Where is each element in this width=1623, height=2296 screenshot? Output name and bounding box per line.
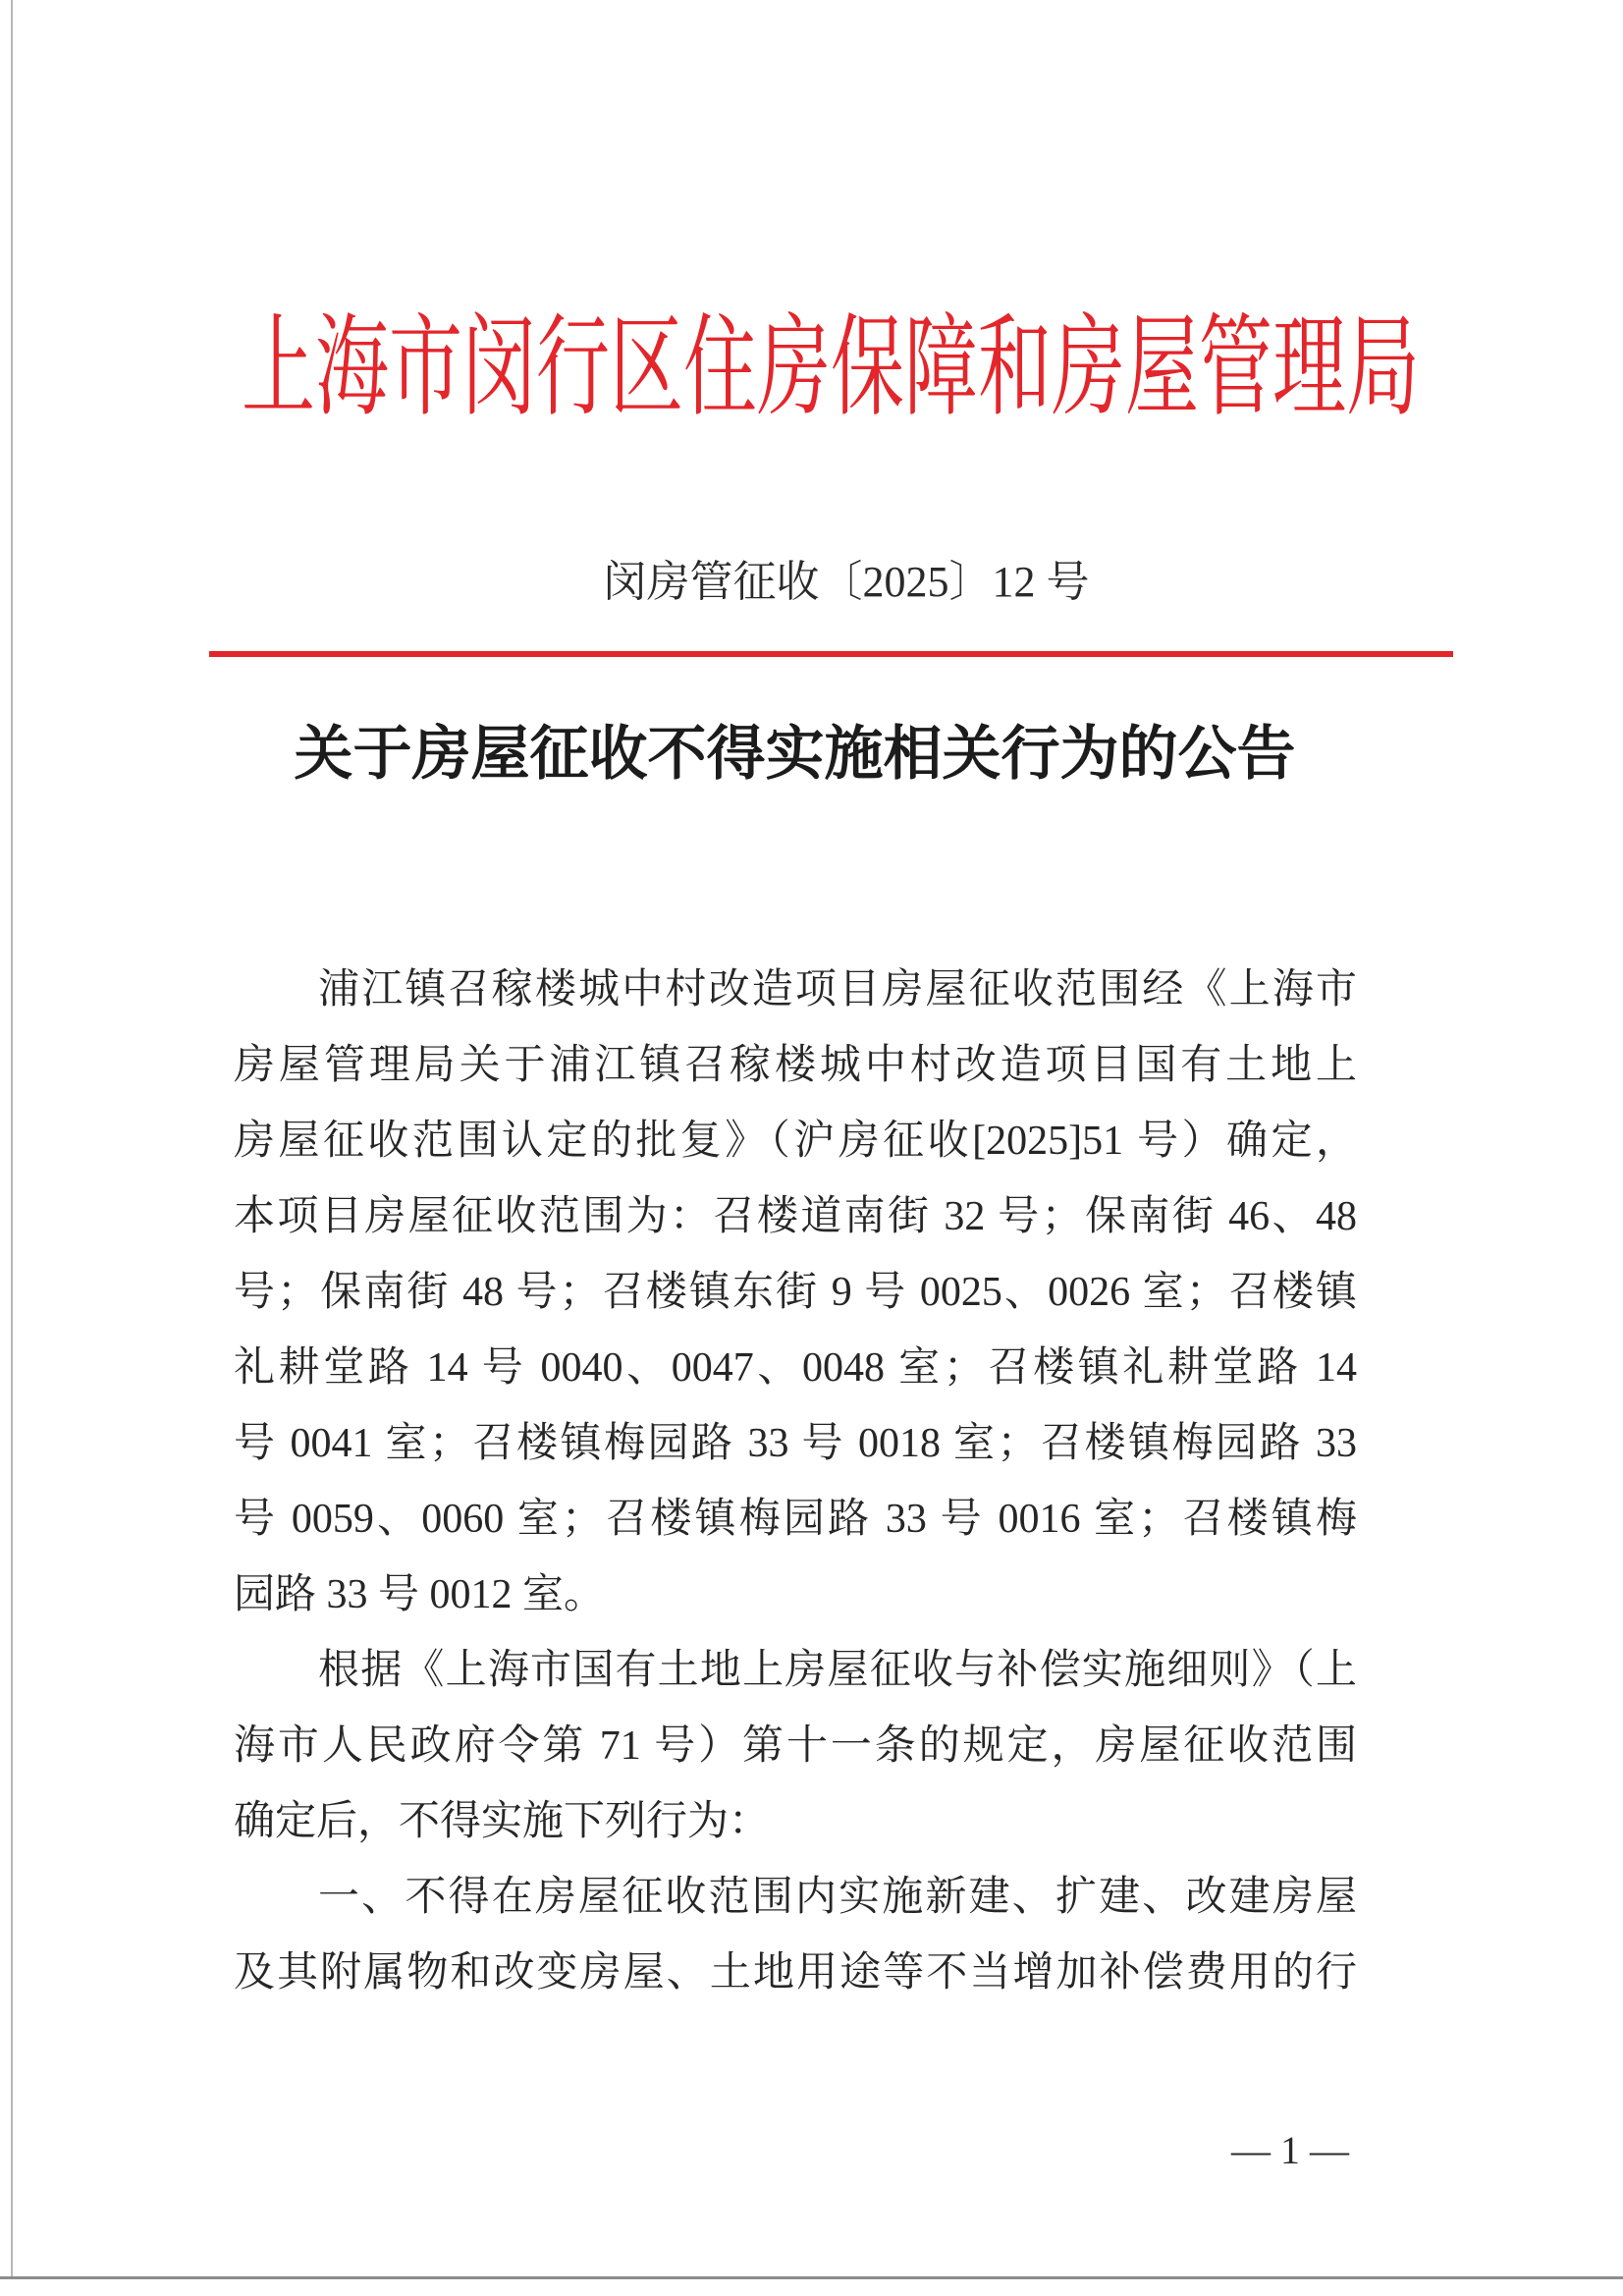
notice-body [234,953,1357,2011]
body-line: 房屋征收范围认定的批复》（沪房征收[2025]51 号）确定， [234,1119,1357,1164]
paragraph-legal-basis [234,1633,1357,1860]
body-line: 及其附属物和改变房屋、土地用途等不当增加补偿费用的行 [234,1950,1357,1995]
body-line: 号；保南街 48 号；召楼镇东街 9 号 0025、0026 室；召楼镇 [234,1270,1357,1315]
body-line: 本项目房屋征收范围为：召楼道南街 32 号；保南街 46、48 [234,1194,1357,1239]
scan-edge-bottom [0,2276,1623,2279]
red-separator-line [209,651,1453,657]
body-line: 一、不得在房屋征收范围内实施新建、扩建、改建房屋 [318,1875,1357,1920]
body-line: 根据《上海市国有土地上房屋征收与补偿实施细则》（上 [318,1648,1357,1693]
paragraph-prohibited-item-1 [234,1860,1357,2011]
body-line: 海市人民政府令第 71 号）第十一条的规定，房屋征收范围 [234,1723,1357,1769]
agency-name: 上海市闵行区住房保障和房屋管理局 [242,301,1421,432]
body-line: 房屋管理局关于浦江镇召稼楼城中村改造项目国有土地上 [234,1043,1357,1088]
issuing-agency-header [242,301,1421,432]
body-line: 确定后，不得实施下列行为： [234,1799,771,1844]
body-line: 号 0059、0060 室；召楼镇梅园路 33 号 0016 室；召楼镇梅 [234,1497,1357,1542]
page-number: — 1 — [1231,2128,1349,2172]
document-number: 闵房管征收〔2025〕12 号 [603,558,1090,606]
body-line: 园路 33 号 0012 室。 [234,1572,606,1617]
body-line: 浦江镇召稼楼城中村改造项目房屋征收范围经《上海市 [318,967,1357,1012]
body-line: 礼耕堂路 14 号 0040、0047、0048 室；召楼镇礼耕堂路 14 [234,1345,1357,1391]
scan-edge-left [11,0,13,2276]
paragraph-expropriation-scope [234,953,1357,1633]
notice-title: 关于房屋征收不得实施相关行为的公告 [294,722,1296,787]
body-line: 号 0041 室；召楼镇梅园路 33 号 0018 室；召楼镇梅园路 33 [234,1421,1357,1466]
